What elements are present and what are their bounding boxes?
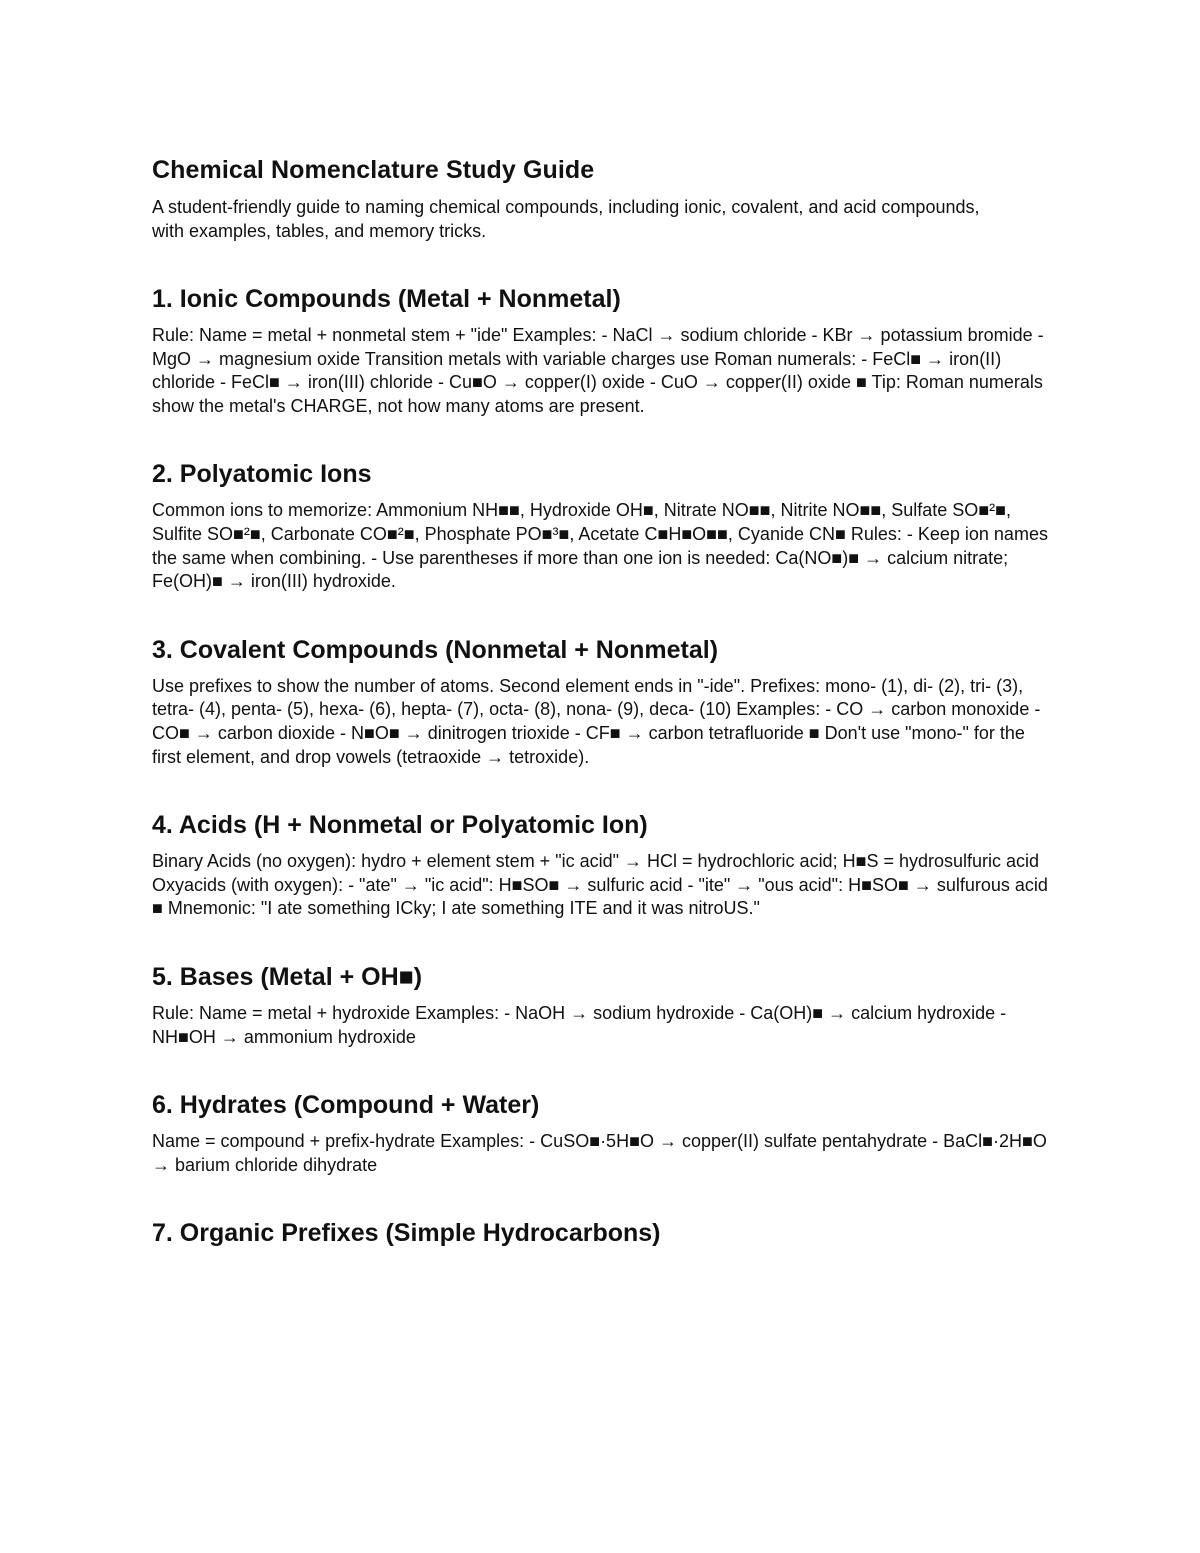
section-body: Rule: Name = metal + nonmetal stem + "ide" Examples: - NaCl → sodium chloride - KBr → potassium bromide - MgO → magnesium oxide Transition metals with variable charges use Roman numerals: - FeCl■ → iron(II) chloride - FeCl■ → iron(III) chloride - Cu■O → copper(I) oxide - CuO → copper(II) oxide ■ Tip: Roman numerals show the metal's CHARGE, not how many atoms are present.	[152, 325, 1044, 416]
section-acids	[152, 805, 1052, 921]
section-heading: 3. Covalent Compounds (Nonmetal + Nonmetal)	[152, 635, 719, 664]
section-body: Name = compound + prefix-hydrate Examples: - CuSO■·5H■O → copper(II) sulfate pentahydrate - BaCl■·2H■O → barium chloride dihydrate	[152, 1131, 1047, 1175]
section-organic-prefixes	[152, 1213, 1052, 1253]
section-polyatomic-ions	[152, 454, 1052, 593]
section-heading: 7. Organic Prefixes (Simple Hydrocarbons)	[152, 1219, 661, 1248]
section-heading: 6. Hydrates (Compound + Water)	[152, 1091, 540, 1120]
section-body: Binary Acids (no oxygen): hydro + element stem + "ic acid" → HCl = hydrochloric acid; H■S = hydrosulfuric acid Oxyacids (with oxygen): - "ate" → "ic acid": H■SO■ → sulfuric acid - "ite" → "ous acid": H■SO■ → sulfurous acid ■ Mnemonic: "I ate something ICky; I ate something ITE and it was nitroUS."	[152, 851, 1048, 919]
section-bases	[152, 957, 1052, 1049]
section-heading: 5. Bases (Metal + OH■)	[152, 962, 423, 991]
section-heading: 2. Polyatomic Ions	[152, 460, 372, 489]
document-page	[152, 150, 1052, 1253]
section-hydrates	[152, 1085, 1052, 1177]
section-covalent-compounds	[152, 630, 1052, 769]
section-body: Rule: Name = metal + hydroxide Examples: - NaOH → sodium hydroxide - Ca(OH)■ → calcium hydroxide - NH■OH → ammonium hydroxide	[152, 1002, 1007, 1047]
section-heading: 1. Ionic Compounds (Metal + Nonmetal)	[152, 285, 621, 313]
section-body: Common ions to memorize: Ammonium NH■■, Hydroxide OH■, Nitrate NO■■, Nitrite NO■■, Sulfate SO■²■, Sulfite SO■²■, Carbonate CO■²■, Phosphate PO■³■, Acetate C■H■O■■, Cyanide CN■ Rules: - Keep ion names the same when combining. - Use parentheses if more than one ion is needed: Ca(NO■)■ → calcium nitrate; Fe(OH)■ → iron(III) hydroxide.	[152, 500, 1048, 592]
section-ionic-compounds	[152, 279, 1052, 418]
section-heading: 4. Acids (H + Nonmetal or Polyatomic Ion)	[152, 811, 648, 840]
document-title: Chemical Nomenclature Study Guide	[152, 156, 595, 184]
section-body: Use prefixes to show the number of atoms. Second element ends in "-ide". Prefixes: mono- (1), di- (2), tri- (3), tetra- (4), penta- (5), hexa- (6), hepta- (7), octa- (8), nona- (9), deca- (10) Examples: - CO → carbon monoxide - CO■ → carbon dioxide - N■O■ → dinitrogen trioxide - CF■ → carbon tetrafluoride ■ Don't use "mono-" for the first element, and drop vowels (tetraoxide → tetroxide).	[152, 675, 1041, 767]
document-subtitle: A student-friendly guide to naming chemical compounds, including ionic, covalent, and acid compounds, with examples, tables, and memory tricks.	[152, 197, 980, 241]
